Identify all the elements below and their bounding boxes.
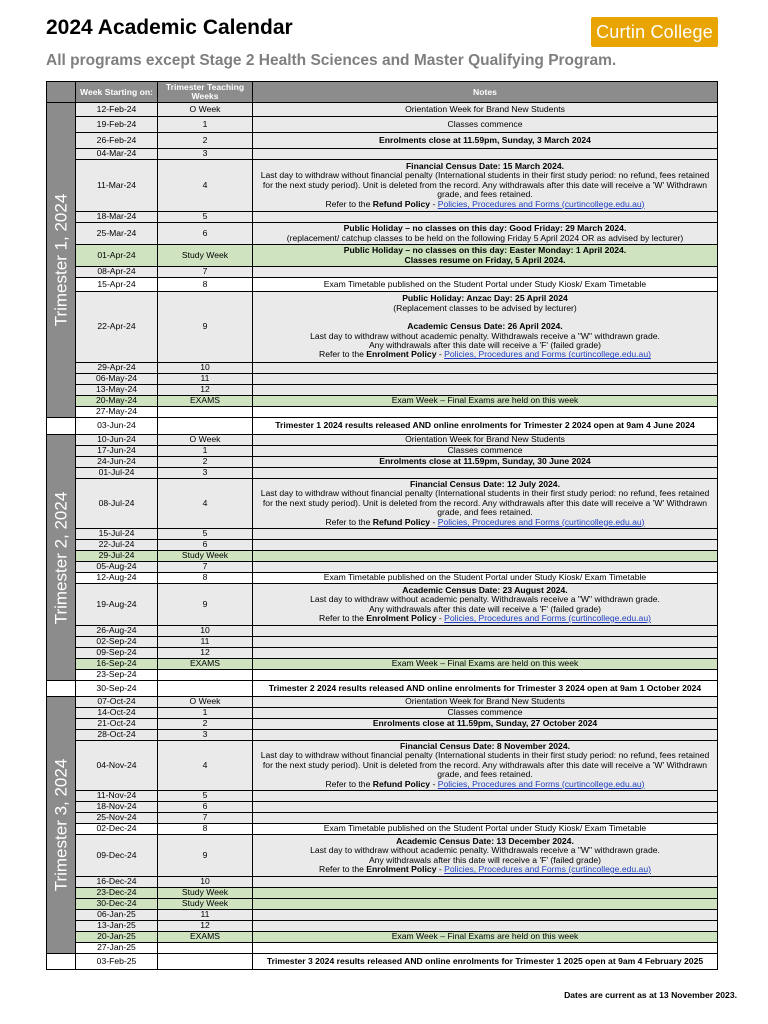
good-friday-note: Public Holiday – no classes on this day: Good Friday: 29 March 2024. bbox=[343, 223, 627, 234]
teaching-week: 10 bbox=[158, 626, 253, 637]
teaching-week: 8 bbox=[158, 824, 253, 835]
policies-link[interactable]: Policies, Procedures and Forms (curtincollege.edu.au) bbox=[444, 612, 651, 623]
policy-reference bbox=[255, 614, 715, 623]
teaching-week: 2 bbox=[158, 457, 253, 468]
teaching-week: 6 bbox=[158, 540, 253, 551]
note: Exam Timetable published on the Student Portal under Study Kiosk/ Exam Timetable bbox=[253, 278, 718, 292]
table-row bbox=[47, 551, 718, 562]
dash: - bbox=[438, 863, 442, 874]
week-start: 20-May-24 bbox=[76, 396, 158, 407]
table-row bbox=[47, 813, 718, 824]
teaching-week: EXAMS bbox=[158, 932, 253, 943]
note: Orientation Week for Brand New Students bbox=[253, 435, 718, 446]
week-start: 13-May-24 bbox=[76, 385, 158, 396]
trimester-label: Trimester 2, 2024 bbox=[47, 435, 76, 681]
curtin-college-logo: Curtin College bbox=[591, 17, 718, 47]
policy-reference bbox=[255, 518, 715, 527]
teaching-week: 9 bbox=[158, 835, 253, 877]
note bbox=[253, 479, 718, 529]
week-start: 07-Oct-24 bbox=[76, 697, 158, 708]
dash: - bbox=[432, 198, 436, 209]
note bbox=[253, 223, 718, 245]
teaching-week: 4 bbox=[158, 741, 253, 791]
table-row bbox=[47, 540, 718, 551]
teaching-week: 11 bbox=[158, 637, 253, 648]
note bbox=[253, 374, 718, 385]
financial-census: Financial Census Date: 12 July 2024. bbox=[410, 478, 560, 489]
note: Trimester 3 2024 results released AND online enrolments for Trimester 1 2025 open at 9am 4 February 2025 bbox=[253, 954, 718, 970]
table-row bbox=[47, 943, 718, 954]
week-start: 01-Jul-24 bbox=[76, 468, 158, 479]
week-start: 21-Oct-24 bbox=[76, 719, 158, 730]
notes-header: Notes bbox=[253, 82, 718, 103]
academic-census-detail-2: Any withdrawals after this date will receive a 'F' (failed grade) bbox=[368, 854, 602, 865]
trimester-column-header bbox=[47, 82, 76, 103]
teaching-week: 10 bbox=[158, 363, 253, 374]
week-start: 15-Apr-24 bbox=[76, 278, 158, 292]
week-start: 13-Jan-25 bbox=[76, 921, 158, 932]
table-row bbox=[47, 791, 718, 802]
note bbox=[253, 245, 718, 267]
teaching-week: 6 bbox=[158, 802, 253, 813]
table-row bbox=[47, 117, 718, 133]
week-start: 06-May-24 bbox=[76, 374, 158, 385]
table-row bbox=[47, 407, 718, 418]
table-row bbox=[47, 457, 718, 468]
teaching-week bbox=[158, 681, 253, 697]
teaching-week: O Week bbox=[158, 435, 253, 446]
note bbox=[253, 802, 718, 813]
policy-reference bbox=[255, 350, 715, 359]
table-row bbox=[47, 385, 718, 396]
week-start: 23-Dec-24 bbox=[76, 888, 158, 899]
page-title: 2024 Academic Calendar bbox=[46, 16, 293, 39]
table-row bbox=[47, 954, 718, 970]
week-start: 24-Jun-24 bbox=[76, 457, 158, 468]
week-start: 08-Apr-24 bbox=[76, 267, 158, 278]
teaching-week bbox=[158, 407, 253, 418]
dash: - bbox=[432, 778, 436, 789]
table-row bbox=[47, 529, 718, 540]
note bbox=[253, 791, 718, 802]
refer-text: Refer to the bbox=[325, 516, 371, 527]
week-start: 10-Jun-24 bbox=[76, 435, 158, 446]
teaching-week: 12 bbox=[158, 648, 253, 659]
enrolment-policy: Enrolment Policy bbox=[366, 863, 437, 874]
anzac-sub: (Replacement classes to be advised by lecturer) bbox=[393, 302, 577, 313]
week-start: 16-Sep-24 bbox=[76, 659, 158, 670]
academic-census: Academic Census Date: 26 April 2024. bbox=[407, 321, 563, 332]
week-start: 05-Aug-24 bbox=[76, 562, 158, 573]
note bbox=[253, 877, 718, 888]
policy-reference bbox=[255, 780, 715, 789]
note bbox=[253, 730, 718, 741]
table-row bbox=[47, 584, 718, 626]
week-start: 11-Nov-24 bbox=[76, 791, 158, 802]
note bbox=[253, 626, 718, 637]
table-row bbox=[47, 932, 718, 943]
week-start: 18-Nov-24 bbox=[76, 802, 158, 813]
note: Exam Week – Final Exams are held on this week bbox=[253, 932, 718, 943]
week-start: 28-Oct-24 bbox=[76, 730, 158, 741]
table-row bbox=[47, 374, 718, 385]
week-start: 25-Mar-24 bbox=[76, 223, 158, 245]
week-start: 01-Apr-24 bbox=[76, 245, 158, 267]
table-row bbox=[47, 802, 718, 813]
week-start: 04-Mar-24 bbox=[76, 149, 158, 160]
trimester-gap bbox=[47, 681, 76, 697]
table-row bbox=[47, 835, 718, 877]
week-start: 22-Apr-24 bbox=[76, 292, 158, 363]
teaching-week: 2 bbox=[158, 719, 253, 730]
academic-census-detail: Last day to withdraw without academic penalty. Withdrawals receive a "W" withdrawn grade. bbox=[310, 330, 660, 341]
academic-calendar-table bbox=[46, 81, 718, 970]
note bbox=[253, 160, 718, 212]
teaching-week: 7 bbox=[158, 813, 253, 824]
refund-policy: Refund Policy bbox=[372, 516, 431, 527]
enrolment-policy: Enrolment Policy bbox=[366, 612, 437, 623]
table-row bbox=[47, 292, 718, 363]
note: Enrolments close at 11.59pm, Sunday, 3 March 2024 bbox=[253, 133, 718, 149]
note bbox=[253, 648, 718, 659]
note bbox=[253, 212, 718, 223]
teaching-week bbox=[158, 954, 253, 970]
week-start: 03-Feb-25 bbox=[76, 954, 158, 970]
trimester-label: Trimester 3, 2024 bbox=[47, 697, 76, 954]
note bbox=[253, 637, 718, 648]
table-row bbox=[47, 160, 718, 212]
week-start: 20-Jan-25 bbox=[76, 932, 158, 943]
page-subtitle: All programs except Stage 2 Health Sciences and Master Qualifying Program. bbox=[46, 52, 617, 69]
financial-census: Financial Census Date: 8 November 2024. bbox=[399, 740, 571, 751]
policy-reference bbox=[255, 865, 715, 874]
week-start: 22-Jul-24 bbox=[76, 540, 158, 551]
teaching-week: 3 bbox=[158, 468, 253, 479]
table-row bbox=[47, 824, 718, 835]
table-row bbox=[47, 899, 718, 910]
note: Exam Week – Final Exams are held on this week bbox=[253, 659, 718, 670]
week-start: 03-Jun-24 bbox=[76, 418, 158, 435]
table-row bbox=[47, 245, 718, 267]
teaching-week: 3 bbox=[158, 149, 253, 160]
table-row bbox=[47, 888, 718, 899]
note bbox=[253, 468, 718, 479]
week-start: 29-Jul-24 bbox=[76, 551, 158, 562]
policies-link[interactable]: Policies, Procedures and Forms (curtincollege.edu.au) bbox=[444, 349, 651, 360]
teaching-week: 3 bbox=[158, 730, 253, 741]
table-row bbox=[47, 212, 718, 223]
financial-census-detail: Last day to withdraw without financial penalty (International students in their first study period: no refund, fees retained for the next study period). Unit is deleted from the record. Any withdrawals after this date will receive a 'W' Withdrawn grade, and fees retained. bbox=[260, 750, 710, 780]
note: Exam Timetable published on the Student Portal under Study Kiosk/ Exam Timetable bbox=[253, 824, 718, 835]
week-start: 15-Jul-24 bbox=[76, 529, 158, 540]
academic-census: Academic Census Date: 23 August 2024. bbox=[402, 584, 568, 595]
teaching-week bbox=[158, 670, 253, 681]
week-start: 11-Mar-24 bbox=[76, 160, 158, 212]
week-start: 14-Oct-24 bbox=[76, 708, 158, 719]
teaching-week: 7 bbox=[158, 267, 253, 278]
financial-census: Financial Census Date: 15 March 2024. bbox=[405, 160, 565, 171]
teaching-week: Study Week bbox=[158, 899, 253, 910]
note: Classes commence bbox=[253, 446, 718, 457]
teaching-week bbox=[158, 943, 253, 954]
teaching-week: Study Week bbox=[158, 888, 253, 899]
financial-census-detail: Last day to withdraw without financial penalty (International students in their first study period: no refund, fees retained for the next study period). Unit is deleted from the record. Any withdrawals after this date will receive a 'W' Withdrawn grade, and fees retained. bbox=[260, 170, 710, 200]
table-row bbox=[47, 479, 718, 529]
note bbox=[253, 910, 718, 921]
good-friday-sub: (replacement/ catchup classes to be held on the following Friday 5 April 2024 OR as advised by lecturer) bbox=[286, 232, 684, 243]
table-row bbox=[47, 267, 718, 278]
teaching-week: 2 bbox=[158, 133, 253, 149]
refer-text: Refer to the bbox=[325, 778, 371, 789]
table-row bbox=[47, 741, 718, 791]
teaching-week: 5 bbox=[158, 212, 253, 223]
teaching-week: 5 bbox=[158, 529, 253, 540]
note bbox=[253, 670, 718, 681]
teaching-week: O Week bbox=[158, 103, 253, 117]
note bbox=[253, 363, 718, 374]
note: Enrolments close at 11.59pm, Sunday, 27 October 2024 bbox=[253, 719, 718, 730]
table-row bbox=[47, 877, 718, 888]
table-row bbox=[47, 681, 718, 697]
teaching-week: 6 bbox=[158, 223, 253, 245]
note: Enrolments close at 11.59pm, Sunday, 30 June 2024 bbox=[253, 457, 718, 468]
table-header-row bbox=[47, 82, 718, 103]
refer-text: Refer to the bbox=[319, 863, 364, 874]
teaching-week: Study Week bbox=[158, 551, 253, 562]
note bbox=[253, 899, 718, 910]
academic-census-detail-2: Any withdrawals after this date will receive a 'F' (failed grade) bbox=[368, 603, 602, 614]
week-start: 30-Dec-24 bbox=[76, 899, 158, 910]
note: Classes commence bbox=[253, 708, 718, 719]
teaching-week: 9 bbox=[158, 292, 253, 363]
table-row bbox=[47, 418, 718, 435]
week-start: 12-Aug-24 bbox=[76, 573, 158, 584]
week-start: 19-Feb-24 bbox=[76, 117, 158, 133]
week-start: 16-Dec-24 bbox=[76, 877, 158, 888]
week-start: 26-Aug-24 bbox=[76, 626, 158, 637]
week-start: 06-Jan-25 bbox=[76, 910, 158, 921]
note bbox=[253, 921, 718, 932]
policies-link[interactable]: Policies, Procedures and Forms (curtincollege.edu.au) bbox=[444, 863, 651, 874]
teaching-week: 4 bbox=[158, 160, 253, 212]
week-start: 02-Dec-24 bbox=[76, 824, 158, 835]
table-row bbox=[47, 468, 718, 479]
week-start: 17-Jun-24 bbox=[76, 446, 158, 457]
refund-policy: Refund Policy bbox=[372, 198, 431, 209]
note: Exam Timetable published on the Student Portal under Study Kiosk/ Exam Timetable bbox=[253, 573, 718, 584]
dates-current-note: Dates are current as at 13 November 2023. bbox=[564, 990, 737, 1000]
teaching-week: 1 bbox=[158, 708, 253, 719]
table-row bbox=[47, 670, 718, 681]
note: Orientation Week for Brand New Students bbox=[253, 697, 718, 708]
note bbox=[253, 835, 718, 877]
refer-text: Refer to the bbox=[319, 612, 364, 623]
anzac-note: Public Holiday: Anzac Day: 25 April 2024 bbox=[402, 293, 568, 304]
note bbox=[253, 149, 718, 160]
table-row bbox=[47, 659, 718, 670]
teaching-week: EXAMS bbox=[158, 659, 253, 670]
week-starting-header: Week Starting on: bbox=[76, 82, 158, 103]
week-start: 29-Apr-24 bbox=[76, 363, 158, 374]
teaching-week: O Week bbox=[158, 697, 253, 708]
policy-reference bbox=[255, 200, 715, 209]
table-row bbox=[47, 435, 718, 446]
teaching-week: 7 bbox=[158, 562, 253, 573]
teaching-week: 1 bbox=[158, 446, 253, 457]
table-row bbox=[47, 278, 718, 292]
week-start: 27-May-24 bbox=[76, 407, 158, 418]
note bbox=[253, 385, 718, 396]
resume-note: Classes resume on Friday, 5 April 2024. bbox=[404, 254, 566, 265]
teaching-week: 12 bbox=[158, 921, 253, 932]
note bbox=[253, 540, 718, 551]
table-row bbox=[47, 637, 718, 648]
week-start: 04-Nov-24 bbox=[76, 741, 158, 791]
note bbox=[253, 562, 718, 573]
table-row bbox=[47, 573, 718, 584]
policies-link[interactable]: Policies, Procedures and Forms (curtincollege.edu.au) bbox=[437, 516, 645, 527]
refund-policy: Refund Policy bbox=[372, 778, 431, 789]
week-start: 08-Jul-24 bbox=[76, 479, 158, 529]
trimester-gap bbox=[47, 954, 76, 970]
table-row bbox=[47, 223, 718, 245]
table-row bbox=[47, 708, 718, 719]
table-row bbox=[47, 396, 718, 407]
teaching-week: 10 bbox=[158, 877, 253, 888]
week-start: 25-Nov-24 bbox=[76, 813, 158, 824]
trimester-label: Trimester 1, 2024 bbox=[47, 103, 76, 418]
week-start: 09-Dec-24 bbox=[76, 835, 158, 877]
note bbox=[253, 813, 718, 824]
teaching-week: EXAMS bbox=[158, 396, 253, 407]
academic-census: Academic Census Date: 13 December 2024. bbox=[396, 835, 574, 846]
table-row bbox=[47, 446, 718, 457]
teaching-week: 9 bbox=[158, 584, 253, 626]
week-start: 18-Mar-24 bbox=[76, 212, 158, 223]
note bbox=[253, 888, 718, 899]
table-row bbox=[47, 921, 718, 932]
table-row bbox=[47, 648, 718, 659]
trimester-gap bbox=[47, 418, 76, 435]
note: Trimester 2 2024 results released AND online enrolments for Trimester 3 2024 open at 9am 1 October 2024 bbox=[253, 681, 718, 697]
note: Trimester 1 2024 results released AND online enrolments for Trimester 2 2024 open at 9am 4 June 2024 bbox=[253, 418, 718, 435]
table-row bbox=[47, 103, 718, 117]
table-row bbox=[47, 149, 718, 160]
financial-census-detail: Last day to withdraw without financial penalty (International students in their first study period: no refund, fees retained for the next study period). Unit is deleted from the record. Any withdrawals after this date will receive a 'W' Withdrawn grade, and fees retained. bbox=[260, 488, 710, 518]
week-start: 27-Jan-25 bbox=[76, 943, 158, 954]
note bbox=[253, 741, 718, 791]
note bbox=[253, 529, 718, 540]
week-start: 09-Sep-24 bbox=[76, 648, 158, 659]
table-row bbox=[47, 626, 718, 637]
note bbox=[253, 943, 718, 954]
table-row bbox=[47, 562, 718, 573]
teaching-weeks-header: Trimester Teaching Weeks bbox=[158, 82, 253, 103]
refer-text: Refer to the bbox=[319, 349, 364, 360]
policies-link[interactable]: Policies, Procedures and Forms (curtincollege.edu.au) bbox=[437, 778, 645, 789]
note bbox=[253, 584, 718, 626]
teaching-week: 8 bbox=[158, 573, 253, 584]
dash: - bbox=[438, 612, 442, 623]
teaching-week bbox=[158, 418, 253, 435]
refer-text: Refer to the bbox=[325, 198, 371, 209]
teaching-week: 5 bbox=[158, 791, 253, 802]
teaching-week: 11 bbox=[158, 374, 253, 385]
table-row bbox=[47, 730, 718, 741]
teaching-week: 8 bbox=[158, 278, 253, 292]
academic-census-detail: Last day to withdraw without academic penalty. Withdrawals receive a "W" withdrawn grade. bbox=[310, 594, 660, 605]
table-row bbox=[47, 133, 718, 149]
note bbox=[253, 407, 718, 418]
dash: - bbox=[438, 349, 442, 360]
academic-census-detail: Last day to withdraw without academic penalty. Withdrawals receive a "W" withdrawn grade. bbox=[310, 845, 660, 856]
policies-link[interactable]: Policies, Procedures and Forms (curtincollege.edu.au) bbox=[437, 198, 645, 209]
teaching-week: 12 bbox=[158, 385, 253, 396]
table-row bbox=[47, 697, 718, 708]
week-start: 19-Aug-24 bbox=[76, 584, 158, 626]
note bbox=[253, 551, 718, 562]
table-row bbox=[47, 363, 718, 374]
note bbox=[253, 267, 718, 278]
week-start: 26-Feb-24 bbox=[76, 133, 158, 149]
teaching-week: 11 bbox=[158, 910, 253, 921]
academic-census-detail-2: Any withdrawals after this date will receive a 'F' (failed grade) bbox=[368, 339, 602, 350]
week-start: 12-Feb-24 bbox=[76, 103, 158, 117]
table-row bbox=[47, 719, 718, 730]
easter-note: Public Holiday – no classes on this day: Easter Monday: 1 April 2024. bbox=[343, 245, 627, 256]
teaching-week: Study Week bbox=[158, 245, 253, 267]
week-start: 02-Sep-24 bbox=[76, 637, 158, 648]
note: Classes commence bbox=[253, 117, 718, 133]
dash: - bbox=[432, 516, 436, 527]
week-start: 23-Sep-24 bbox=[76, 670, 158, 681]
week-start: 30-Sep-24 bbox=[76, 681, 158, 697]
teaching-week: 1 bbox=[158, 117, 253, 133]
teaching-week: 4 bbox=[158, 479, 253, 529]
note: Orientation Week for Brand New Students bbox=[253, 103, 718, 117]
note bbox=[253, 292, 718, 363]
table-row bbox=[47, 910, 718, 921]
note: Exam Week – Final Exams are held on this week bbox=[253, 396, 718, 407]
enrolment-policy: Enrolment Policy bbox=[366, 349, 437, 360]
